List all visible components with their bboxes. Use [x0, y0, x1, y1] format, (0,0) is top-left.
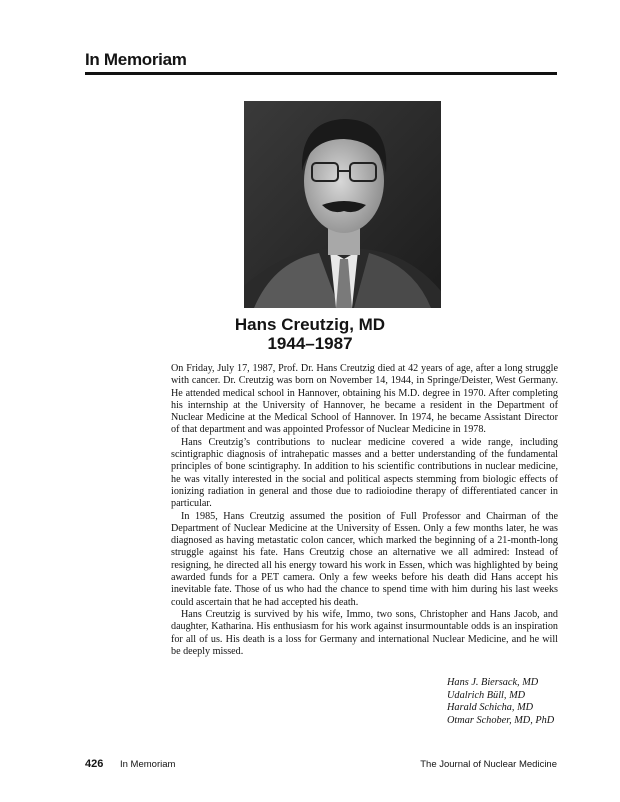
page-number: 426 [85, 758, 104, 770]
person-name: Hans Creutzig, MD [234, 315, 386, 334]
signature: Hans J. Biersack, MD [447, 677, 539, 688]
memorial-text [171, 363, 558, 658]
journal-name: The Journal of Nuclear Medicine [420, 759, 557, 770]
signature-block [447, 677, 554, 727]
paragraph: Hans Creutzig’s contributions to nuclear medicine covered a wide range, including scintigraphic diagnosis of intrahepatic masses and a better understanding of the fundamental principles of bone scintigraphy. In addition to his scientific contributions in nuclear medicine, he was vitally interested in the social and political aspects stemming from biologic effects of ionizing radiation in general and those due to radioiodine therapy of differentiated cancer in particular. [171, 436, 558, 510]
paragraph: On Friday, July 17, 1987, Prof. Dr. Hans Creutzig died at 42 years of age, after a long struggle with cancer. Dr. Creutzig was born on November 14, 1944, in Springe/Deister, West Germany. He attended medical school in Hannover, obtaining his M.D. degree in 1970. After completing his internship at the University of Hannover, he became a resident in the Department of Nuclear Medicine at the Medical School of Hannover. In 1974, he became Assistant Director of that department and was appointed Professor of Nuclear Medicine in 1978. [171, 363, 558, 436]
portrait-photo [244, 101, 441, 308]
section-title: In Memoriam [85, 50, 187, 69]
page-footer [85, 758, 557, 772]
paragraph: Hans Creutzig is survived by his wife, Immo, two sons, Christopher and Hans Jacob, and daughter, Katharina. His enthusiasm for his work against insurmountable odds is an inspiration for all of us. His death is a loss for Germany and international Nuclear Medicine, and he will be deeply missed. [171, 608, 558, 657]
life-years: 1944–1987 [267, 334, 353, 353]
paragraph: In 1985, Hans Creutzig assumed the position of Full Professor and Chairman of the Department of Nuclear Medicine at the University of Essen. Only a few months later, he was diagnosed as having metastatic colon cancer, which marked the beginning of a 21-month-long struggle against his fate. Hans Creutzig chose an alternative we all admired: Instead of resigning, he directed all his energy toward his work in Essen, which was highlighted by being awarded funds for a PET camera. Only a few weeks before his death did Hans accept his inevitable fate. Those of us who had the chance to spend time with him during his last weeks could ascertain that he had accepted his death. [171, 510, 558, 608]
signature: Harald Schicha, MD [447, 702, 534, 713]
title-rule [85, 72, 557, 75]
signature: Udalrich Büll, MD [447, 689, 526, 701]
signature: Otmar Schober, MD, PhD [447, 714, 555, 726]
footer-section: In Memoriam [120, 759, 176, 770]
